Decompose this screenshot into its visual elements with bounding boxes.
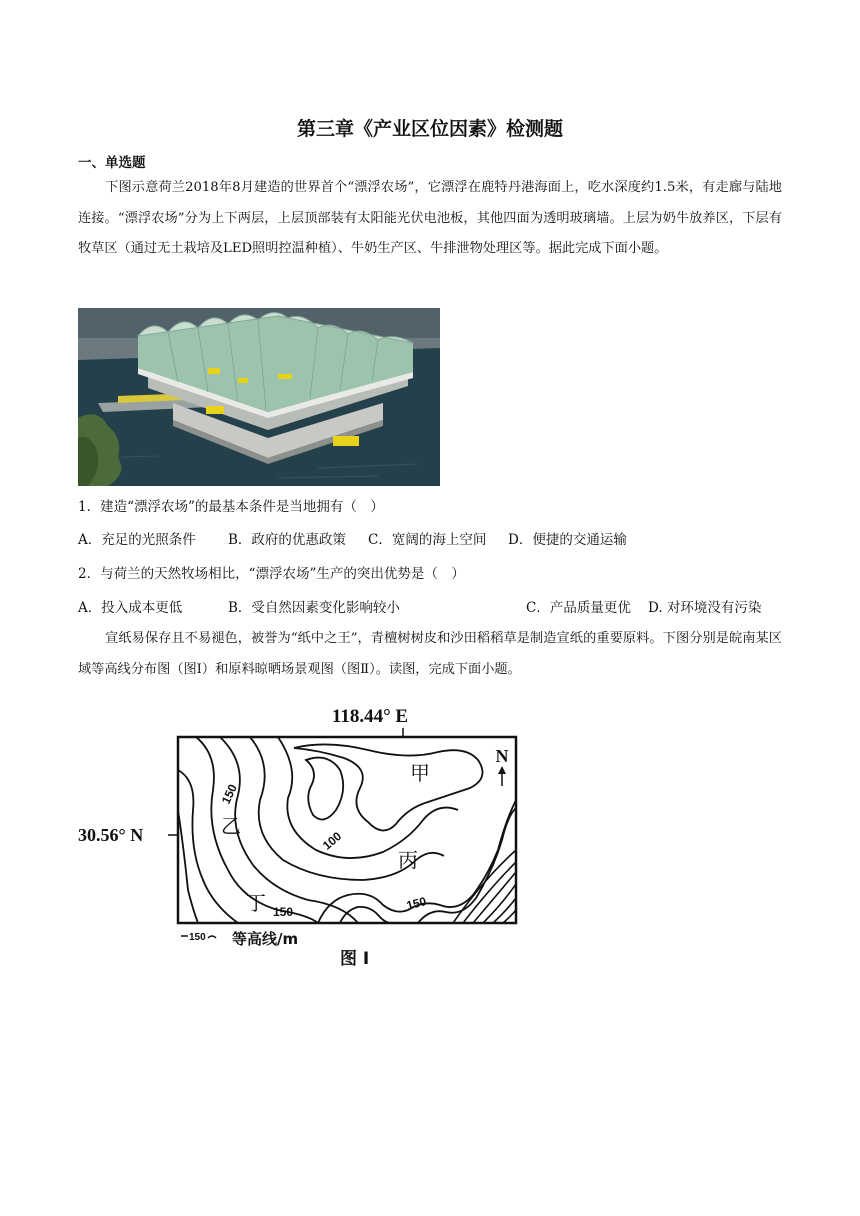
figure-label: 图 I [340,949,370,969]
place-label-jia: 甲 [410,761,430,785]
place-label-ding: 丁 [246,891,266,915]
contour-label: 150 [218,782,240,807]
legend-sample: 150 [189,932,206,943]
contour-label: 100 [319,829,345,853]
passage-xuan-paper [78,624,782,685]
question-2: 2．与荷兰的天然牧场相比，“漂浮农场”生产的突出优势是（ ） [78,566,465,582]
place-label-yi: 乙 [221,814,241,838]
option-b: B．政府的优惠政策 [228,532,346,548]
page-title: 第三章《产业区位因素》检测题 [296,118,563,140]
contour-label: 150 [404,894,428,913]
option-c: C．产品质量更优 [526,600,631,616]
passage-floating-farm [78,173,782,265]
place-label-bing: 丙 [398,848,418,872]
floating-farm-photo [78,308,440,486]
option-d: D. 对环境没有污染 [648,600,762,616]
legend-text: 等高线/m [232,930,299,948]
option-b: B．受自然因素变化影响较小 [228,600,400,616]
option-a: A．充足的光照条件 [78,532,196,548]
passage-text: 宣纸易保存且不易褪色，被誉为“纸中之王”，青檀树树皮和沙田稻稻草是制造宣纸的重要原料。下图分别是皖南某区域等高线分布图（图Ⅰ）和原料晾晒场景观图（图Ⅱ）。读图，完成下面小题。 [78,631,782,677]
option-a: A．投入成本更低 [78,600,183,616]
contour-map [78,700,538,972]
passage-text: 下图示意荷兰2018年8月建造的世界首个“漂浮农场”，它漂浮在鹿特丹港海面上，吃水深度约1.5米，有走廊与陆地连接。“漂浮农场”分为上下两层，上层顶部装有太阳能光伏电池板，其他四面为透明玻璃墙。上层为奶牛放养区，下层有牧草区（通过无土栽培及LED照明控温种植）、牛奶生产区、牛排泄物处理区等。据此完成下面小题。 [78,180,782,256]
question-1: 1．建造“漂浮农场”的最基本条件是当地拥有（ ） [78,499,384,515]
option-c: C．宽阔的海上空间 [368,532,487,548]
north-label: N [495,746,509,766]
section-heading: 一、单选题 [78,155,146,171]
longitude-label: 118.44° E [331,706,409,727]
latitude-label: 30.56° N [78,825,144,845]
option-d: D．便捷的交通运输 [508,532,627,548]
contour-label: 150 [273,905,294,919]
